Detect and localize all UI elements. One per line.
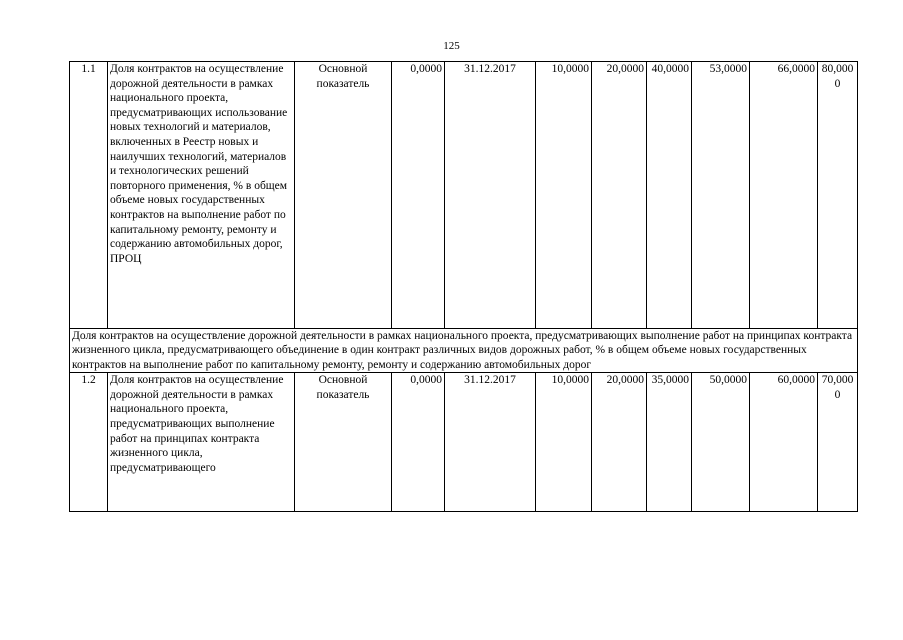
year-value-6: 80,0000 xyxy=(818,62,858,329)
year-value-2: 20,0000 xyxy=(592,373,647,512)
section-heading-row xyxy=(70,329,858,373)
base-value: 0,0000 xyxy=(392,373,445,512)
year-value-6: 70,0000 xyxy=(818,373,858,512)
page-number: 125 xyxy=(443,40,460,52)
year-value-1: 10,0000 xyxy=(536,62,592,329)
year-value-3: 35,0000 xyxy=(647,373,692,512)
section-heading: Доля контрактов на осуществление дорожной деятельности в рамках национального проекта, предусматривающих выполнение работ на принципах контракта жизненного цикла, предусматривающего объединение в один контракт различных видов дорожных работ, % в общем объеме новых государственных контрактов на выполнение работ по капитальному ремонту, ремонту и содержанию автомобильных дорог xyxy=(70,329,858,373)
year-value-4: 50,0000 xyxy=(692,373,750,512)
base-value: 0,0000 xyxy=(392,62,445,329)
year-value-5: 66,0000 xyxy=(750,62,818,329)
indicator-type: Основной показатель xyxy=(295,62,392,329)
indicator-name: Доля контрактов на осуществление дорожной деятельности в рамках национального проекта, предусматривающих использование новых технологий и материалов, включенных в Реестр новых и наилучших технологий, материалов и технологических решений повторного применения, % в общем объеме новых государственных контрактов на выполнение работ по капитальному ремонту, ремонту и содержанию автомобильных дорог, ПРОЦ xyxy=(108,62,295,329)
row-number: 1.1 xyxy=(70,62,108,329)
base-date: 31.12.2017 xyxy=(445,373,536,512)
indicators-table xyxy=(69,61,858,512)
year-value-4: 53,0000 xyxy=(692,62,750,329)
indicator-type: Основной показатель xyxy=(295,373,392,512)
row-number: 1.2 xyxy=(70,373,108,512)
year-value-3: 40,0000 xyxy=(647,62,692,329)
table-row xyxy=(70,62,858,329)
table-row xyxy=(70,373,858,512)
year-value-1: 10,0000 xyxy=(536,373,592,512)
base-date: 31.12.2017 xyxy=(445,62,536,329)
indicator-name: Доля контрактов на осуществление дорожной деятельности в рамках национального проекта, предусматривающих выполнение работ на принципах контракта жизненного цикла, предусматривающего xyxy=(108,373,295,512)
year-value-5: 60,0000 xyxy=(750,373,818,512)
year-value-2: 20,0000 xyxy=(592,62,647,329)
